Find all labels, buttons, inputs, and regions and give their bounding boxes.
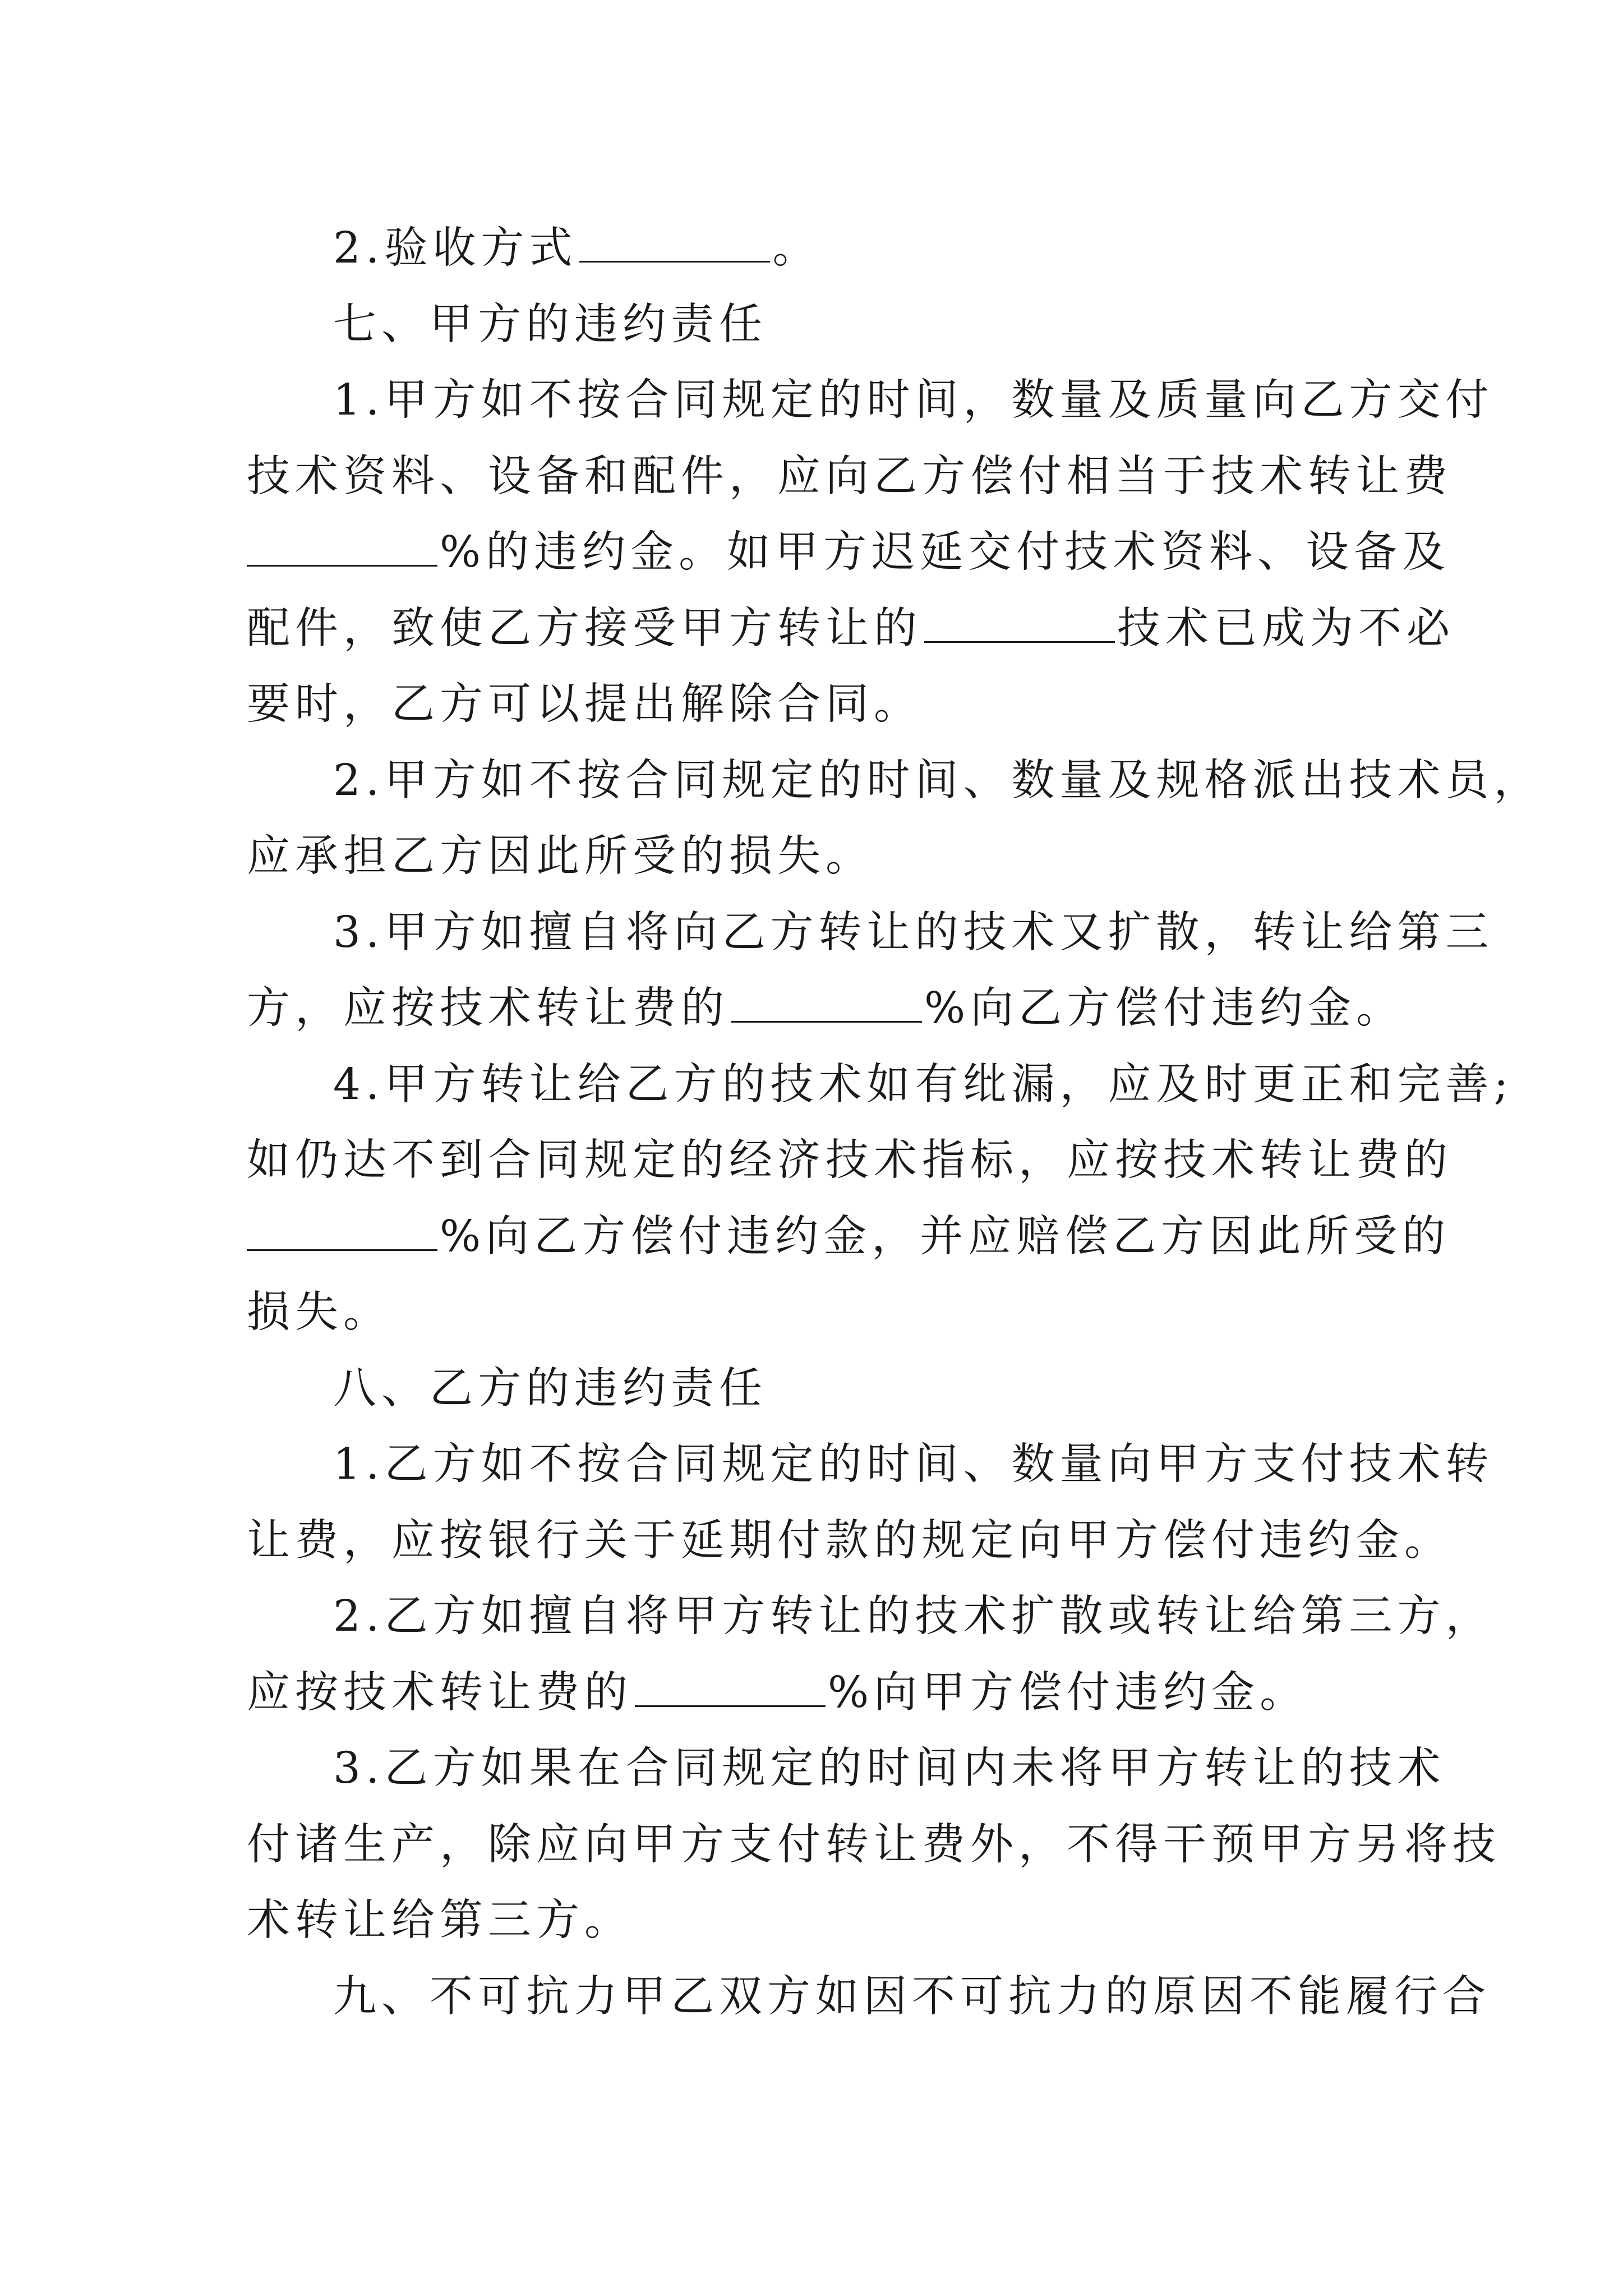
text-line: 配件，致使乙方接受甲方转让的 技术已成为不必 <box>247 603 1455 654</box>
text-line: 付诸生产，除应向甲方支付转让费外，不得干预甲方另将技 <box>247 1819 1501 1870</box>
section-heading: 七、甲方的违约责任 <box>333 299 767 349</box>
text-line: %的违约金。如甲方迟延交付技术资料、设备及 <box>247 514 1383 591</box>
text-line: 3.甲方如擅自将向乙方转让的技术又扩散，转让给第三 <box>333 907 1494 958</box>
section-heading: 八、乙方的违约责任 <box>333 1363 767 1414</box>
text-line: 3.乙方如果在合同规定的时间内未将甲方转让的技术 <box>333 1743 1446 1793</box>
text-line: 4.甲方转让给乙方的技术如有纰漏，应及时更正和完善; <box>333 1059 1514 1110</box>
text-line: 2.乙方如擅自将甲方转让的技术扩散或转让给第三方， <box>333 1591 1494 1641</box>
fill-blank[interactable] <box>635 1671 826 1707</box>
text-line: 2.甲方如不按合同规定的时间、数量及规格派出技术员， <box>333 755 1542 806</box>
text-line: 1.乙方如不按合同规定的时间、数量向甲方支付技术转 <box>333 1439 1494 1489</box>
fill-blank[interactable] <box>579 226 770 263</box>
fill-blank[interactable] <box>924 606 1115 643</box>
text-line: 如仍达不到合同规定的经济技术指标，应按技术转让费的 <box>247 1135 1453 1185</box>
text-line: 应按技术转让费的 %向甲方偿付违约金。 <box>247 1667 1308 1718</box>
section-heading: 九、不可抗力甲乙双方如因不可抗力的原因不能履行合 <box>333 1971 1491 2022</box>
fill-blank[interactable] <box>731 986 922 1023</box>
text-line: 1.甲方如不按合同规定的时间，数量及质量向乙方交付 <box>333 375 1494 425</box>
text-line: 技术资料、设备和配件，应向乙方偿付相当于技术转让费 <box>247 451 1453 501</box>
text-line: 2.验收方式 。 <box>333 223 821 273</box>
text-line: 术转让给第三方。 <box>247 1895 633 1945</box>
text-line: 让费，应按银行关于延期付款的规定向甲方偿付违约金。 <box>247 1515 1453 1566</box>
fill-blank[interactable] <box>247 1214 437 1251</box>
text-line: 要时，乙方可以提出解除合同。 <box>247 679 922 729</box>
text-line: 应承担乙方因此所受的损失。 <box>247 831 874 881</box>
text-line: 方，应按技术转让费的 %向乙方偿付违约金。 <box>247 983 1405 1033</box>
fill-blank[interactable] <box>247 530 437 567</box>
document-page <box>247 210 1542 2035</box>
text-line: 损失。 <box>247 1287 391 1337</box>
text-line: %向乙方偿付违约金，并应赔偿乙方因此所受的 <box>247 1199 1383 1275</box>
